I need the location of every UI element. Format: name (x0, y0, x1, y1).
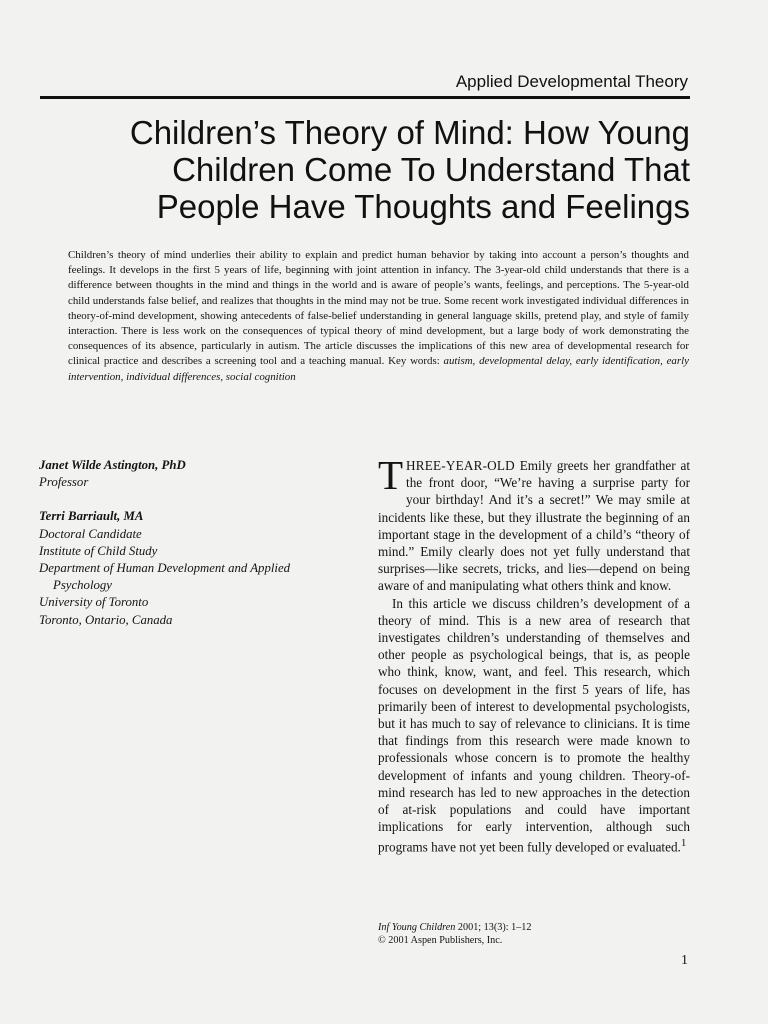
body-paragraph (378, 595, 690, 856)
footnote-marker[interactable]: 1 (680, 837, 687, 850)
author-affiliation: Professor (39, 475, 89, 490)
author-affiliation: Psychology (53, 578, 112, 593)
section-label: Applied Developmental Theory (455, 72, 688, 91)
body-paragraph (378, 452, 690, 595)
keywords: autism, developmental delay, early identification, early intervention, individual differences, social cognition (68, 355, 689, 383)
paragraph-text: In this article we discuss children’s development of a theory of mind. This is a new area of research that investigates children’s understanding of themselves and other people as psychological beings, that is, as people who think, know, want, and feel. This research, which focuses on development in the first 5 years of life, has primarily been of interest to developmental psychologists, but it has much to say of relevance to clinicians. It is time that findings from this research were made known to professionals whose concern is to promote the healthy development of infants and young children. Theory-of-mind research has led to new approaches in the detection of at-risk populations and could have important implications for early intervention, although such programs have not yet been fully developed or evaluated. (378, 595, 690, 855)
author-affiliation: University of Toronto (39, 595, 149, 610)
title-line: Children’s Theory of Mind: How Young (129, 114, 690, 151)
citation (378, 921, 532, 947)
keywords-label: Key words: (388, 355, 440, 368)
lead-caps: HREE-YEAR-OLD (406, 458, 515, 473)
title-line: Children Come To Understand That (172, 151, 690, 188)
title-line: People Have Thoughts and Feelings (156, 188, 690, 225)
citation-details: 2001; 13(3): 1–12 (455, 922, 532, 933)
journal-name: Inf Young Children (378, 922, 456, 933)
abstract-text: Children’s theory of mind underlies their ability to explain and predict human behavior by taking into account a person’s thoughts and feelings. It develops in the first 5 years of life, beginning with joint attention in infancy. The 3-year-old child understands that there is a difference between thoughts in the mind and things in the world and is aware of people’s wants, feelings, and perceptions. The 5-year-old child understands false belief, and realizes that thoughts in the mind may not be true. Some recent work investigated individual differences in theory-of-mind development, showing antecedents of false-belief understanding in general language skills, pretend play, and style of family interaction. There is less work on the consequences of typical theory of mind development, but a large body of work demonstrating the consequences of its absence, particularly in autism. The article discusses the implications of this new area of developmental research for clinical practice and describes a screening tool and a teaching manual. (68, 249, 689, 368)
author-affiliation: Doctoral Candidate (39, 526, 142, 541)
article-body (378, 452, 690, 856)
citation-line (378, 921, 532, 934)
drop-cap: T (378, 452, 404, 498)
author-affiliation: Toronto, Ontario, Canada (39, 612, 173, 627)
author-block (39, 457, 359, 629)
author-name: Terri Barriault, MA (39, 509, 144, 524)
author-affiliation: Department of Human Development and Applied (39, 561, 291, 576)
author-spacer (39, 491, 359, 508)
author-affiliation: Institute of Child Study (39, 543, 158, 558)
article-title (30, 114, 690, 225)
paragraph-text: Emily greets her grandfather at the front door, “We’re having a surprise party for your birthday! And it’s a secret!” We may smile at incidents like these, but they illustrate the beginning of an important stage in the development of a child’s “theory of mind.” Emily clearly does not yet fully understand that surprises—like secrets, tricks, and lies—depend on being aware of and manipulating what others think and know. (378, 458, 690, 594)
page-number: 1 (681, 953, 688, 968)
header-rule (40, 96, 690, 99)
abstract (68, 248, 689, 385)
author-name: Janet Wilde Astington, PhD (39, 458, 186, 472)
copyright-line: © 2001 Aspen Publishers, Inc. (378, 935, 503, 946)
